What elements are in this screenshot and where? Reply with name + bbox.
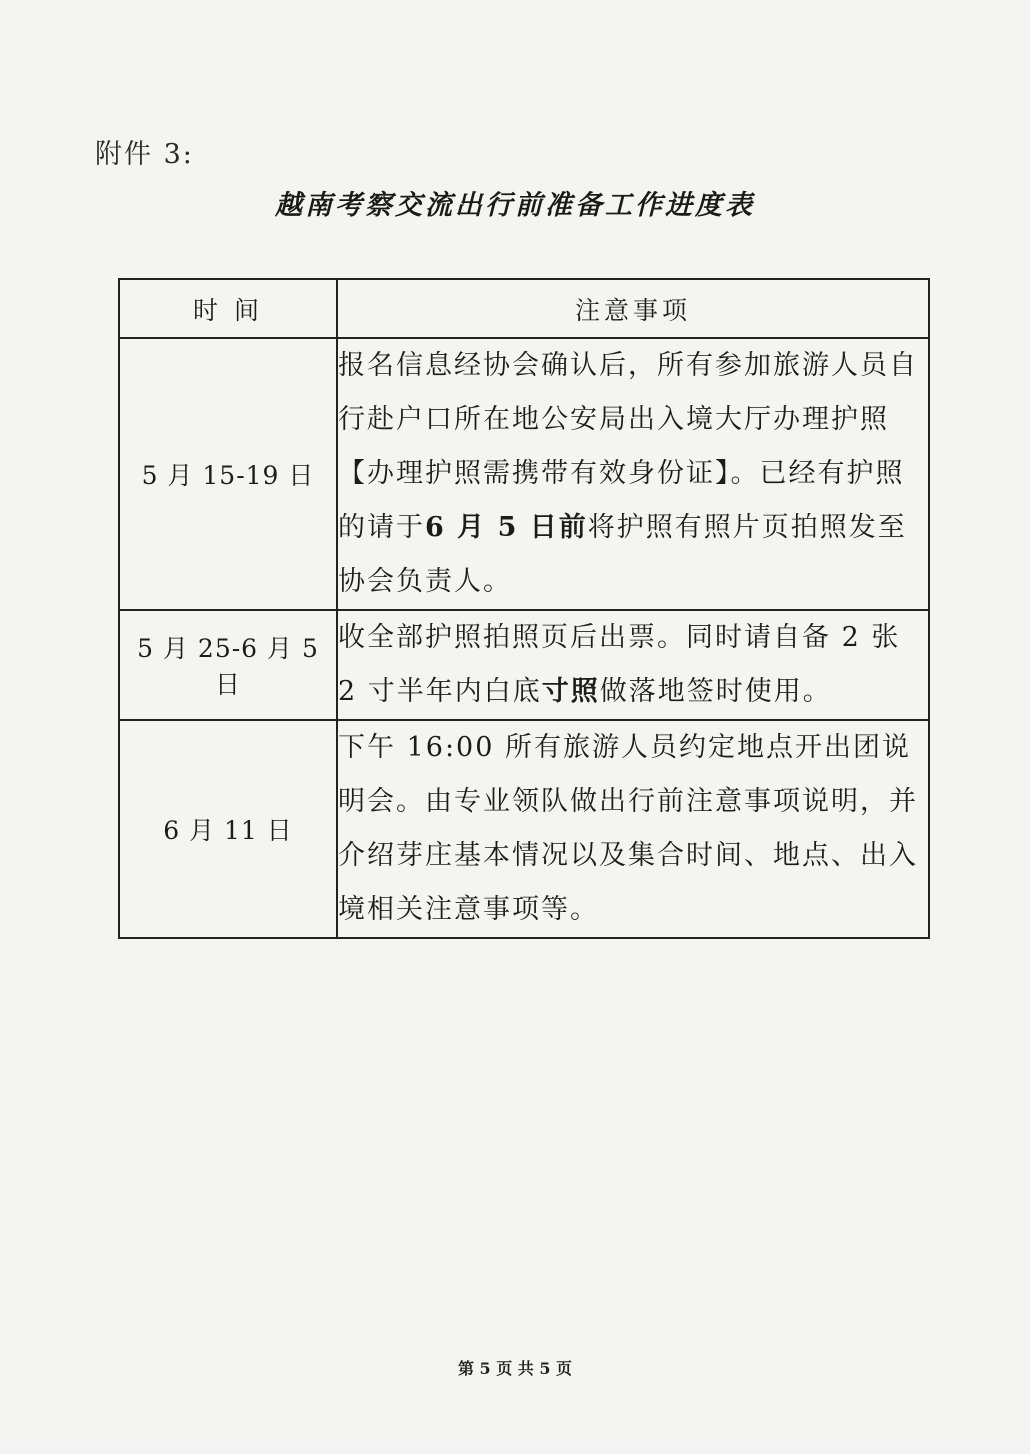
attachment-label: 附件 3: [95, 139, 194, 170]
schedule-table [118, 278, 930, 939]
table-row [119, 610, 929, 720]
header-notes: 注意事项 [337, 279, 929, 338]
row-note [337, 610, 929, 720]
note-text: 报名信息经协会确认后，所有参加旅游人员自行赴户口所在地公安局出入境大厅办理护照【办理护照需携带有效身份证】。已经有护照的请于 [338, 350, 918, 543]
note-deadline: 6 月 5 日前 [425, 512, 588, 543]
row-note [337, 338, 929, 610]
note-text: 做落地签时使用。 [599, 676, 832, 707]
row-time: 6 月 11 日 [119, 720, 337, 938]
row-time: 5 月 15-19 日 [119, 338, 337, 610]
table-row [119, 720, 929, 938]
table-header-row [119, 279, 929, 338]
document-title: 越南考察交流出行前准备工作进度表 [275, 190, 755, 221]
row-time: 5 月 25-6 月 5 日 [119, 610, 337, 720]
table-row [119, 338, 929, 610]
row-note [337, 720, 929, 938]
header-time: 时 间 [119, 279, 337, 338]
note-text: 将护照有照片页拍照发至协会负责人。 [338, 512, 907, 597]
page-footer [0, 1356, 1030, 1379]
note-emphasis: 寸照 [541, 676, 600, 707]
note-text: 收全部护照拍照页后出票。同时请自备 2 张 2 寸半年内白底 [338, 622, 901, 707]
page-number: 第 5 页 共 5 页 [457, 1359, 573, 1378]
note-text: 下午 16:00 所有旅游人员约定地点开出团说明会。由专业领队做出行前注意事项说明，并介绍芽庄基本情况以及集合时间、地点、出入境相关注意事项等。 [338, 732, 918, 925]
